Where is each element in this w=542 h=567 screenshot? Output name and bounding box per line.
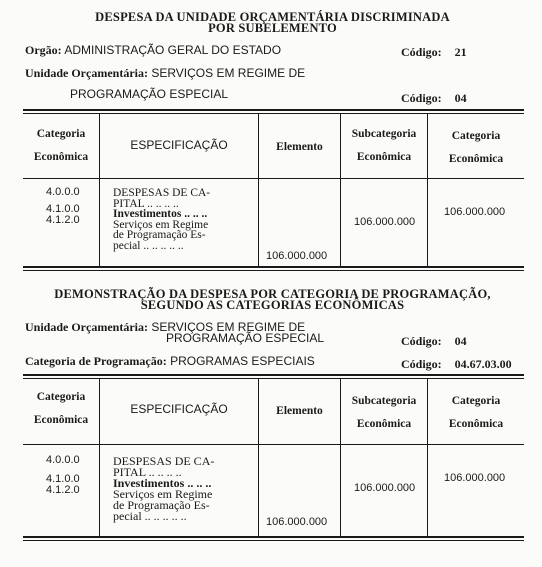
section1-codigo1: [401, 45, 467, 60]
table2-specification: [113, 456, 214, 522]
unidade-label: Unidade Orçamentária:: [25, 320, 148, 334]
unidade-label: Unidade Orçamentária:: [25, 66, 148, 80]
codigo-label: Código:: [401, 91, 442, 105]
header-especificacao: ESPECIFICAÇÃO: [130, 402, 228, 416]
header-categoria: [23, 123, 99, 169]
header-categoria: [23, 386, 99, 432]
spec-line: de Programação Es-: [113, 229, 206, 241]
codigo-label: Código:: [401, 45, 442, 59]
spec-line: pecial .. .. .. .. ..: [113, 239, 184, 252]
section2-title-line1: DEMONSTRAÇÃO DA DESPESA POR CATEGORIA DE PROGRAMAÇÃO,: [54, 287, 491, 301]
code-item: 4.1.2.0: [46, 484, 80, 496]
table1-specification: [113, 188, 210, 251]
section2-title-line2: SEGUNDO AS CATEGORIAS ECONÔMICAS: [140, 298, 405, 312]
header-elemento: Elemento: [276, 405, 323, 417]
header-text: Econômica: [448, 418, 504, 430]
header-subcategoria: [341, 390, 427, 436]
spec-bold: Investimentos .. .. ..: [113, 476, 212, 490]
spec-line: [113, 209, 210, 220]
codigo-value: 04: [454, 334, 467, 348]
unidade-value-line1: SERVIÇOS EM REGIME DE: [151, 66, 306, 80]
header-text: Subcategoria: [351, 395, 417, 407]
header-text: Econômica: [356, 151, 412, 163]
header-text: Categoria: [36, 391, 86, 403]
section1-title-line2: POR SUBELEMENTO: [208, 21, 337, 35]
table1-categoria-value: 106.000.000: [444, 206, 506, 218]
codigo-value: 04: [454, 91, 467, 105]
table1-top-rule: [23, 109, 524, 111]
categoria-programacao-row: [25, 354, 315, 369]
codigo-value: 04.67.03.00: [454, 357, 512, 371]
spec-line: Serviços em Regime: [113, 487, 213, 501]
table2-bottom-rule: [23, 536, 524, 538]
codigo-value: 21: [454, 45, 467, 59]
section1-unidade-row: [25, 66, 305, 81]
spec-bold: Investimentos .. .. ..: [113, 208, 208, 220]
code-item: 4.0.0.0: [46, 454, 80, 466]
header-text: Econômica: [33, 151, 89, 163]
header-elemento: Elemento: [276, 141, 323, 153]
section1-codigo2: [401, 91, 467, 106]
table1-elemento-value: 106.000.000: [266, 250, 328, 262]
header-categoria-economica: [428, 390, 524, 436]
table1-bottom-rule: [23, 266, 524, 268]
codigo-label: Código:: [401, 357, 442, 371]
header-text: Econômica: [448, 153, 504, 165]
table2-codes: [46, 455, 80, 496]
orgao-row: [25, 43, 281, 58]
spec-line: PITAL .. .. .. ..: [113, 465, 182, 479]
header-text: Categoria: [451, 130, 501, 142]
code-item: 4.1.0.0: [46, 473, 80, 485]
table2-categoria-value: 106.000.000: [444, 472, 506, 484]
table2-elemento-value: 106.000.000: [266, 516, 328, 528]
table1-subcategoria-value: 106.000.000: [354, 216, 416, 228]
section2-codigo2: [401, 357, 512, 372]
spec-line: PITAL .. .. .. ..: [113, 197, 179, 210]
unidade-value-line2: PROGRAMAÇÃO ESPECIAL: [70, 87, 229, 101]
codigo-label: Código:: [401, 334, 442, 348]
header-text: Categoria: [451, 395, 501, 407]
table2-top-rule: [23, 374, 524, 376]
header-subcategoria: [341, 123, 427, 169]
section1-title-line1: DESPESA DA UNIDADE ORÇAMENTÁRIA DISCRIMINADA: [95, 10, 450, 24]
orgao-value: ADMINISTRAÇÃO GERAL DO ESTADO: [64, 43, 282, 57]
table1-codes: [46, 187, 80, 226]
orgao-label: Orgão:: [25, 43, 62, 57]
code-item: 4.1.2.0: [46, 214, 80, 226]
spec-line: pecial .. .. .. .. ..: [113, 509, 187, 523]
header-categoria-economica: [428, 125, 524, 171]
spec-line: DESPESAS DE CA-: [113, 454, 215, 468]
header-text: Categoria: [36, 128, 86, 140]
table1-bottom-rule-thin: [23, 270, 524, 271]
categoria-programacao-label: Categoria de Programação:: [25, 354, 167, 368]
header-text: Econômica: [356, 418, 412, 430]
code-item: 4.1.0.0: [46, 203, 80, 215]
section2-codigo1: [401, 334, 467, 349]
unidade-value-line1: SERVIÇOS EM REGIME DE: [151, 320, 306, 334]
header-especificacao: ESPECIFICAÇÃO: [130, 138, 228, 152]
unidade-value-line2: PROGRAMAÇÃO ESPECIAL: [166, 331, 325, 345]
code-item: 4.0.0.0: [46, 186, 80, 198]
header-text: Econômica: [33, 414, 89, 426]
table2-bottom-rule-thin: [23, 540, 524, 541]
header-text: Subcategoria: [351, 128, 417, 140]
categoria-programacao-value: PROGRAMAS ESPECIAIS: [170, 354, 315, 368]
spec-line: de Programação Es-: [113, 498, 210, 512]
table2-subcategoria-value: 106.000.000: [354, 482, 416, 494]
spec-line: DESPESAS DE CA-: [113, 187, 211, 199]
spec-line: Serviços em Regime: [113, 218, 209, 231]
